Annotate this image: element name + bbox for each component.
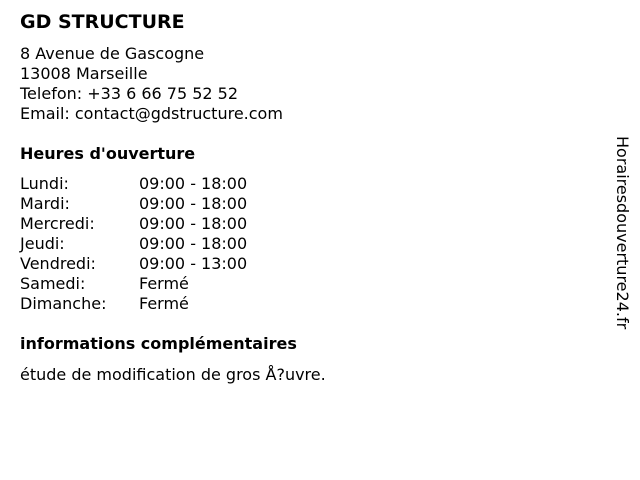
day-label: Mardi: xyxy=(20,194,70,213)
business-name: GD STRUCTURE xyxy=(20,11,185,33)
day-label: Jeudi: xyxy=(20,234,65,253)
day-label: Vendredi: xyxy=(20,254,96,273)
day-hours: 09:00 - 18:00 xyxy=(139,174,248,193)
day-hours: 09:00 - 18:00 xyxy=(139,214,248,233)
day-label: Mercredi: xyxy=(20,214,95,233)
day-hours: 09:00 - 13:00 xyxy=(139,254,248,273)
day-label: Samedi: xyxy=(20,274,86,293)
day-label: Lundi: xyxy=(20,174,69,193)
hours-row-thursday xyxy=(20,234,320,254)
day-label: Dimanche: xyxy=(20,294,107,313)
day-hours: Fermé xyxy=(139,294,189,313)
address-street: 8 Avenue de Gascogne xyxy=(20,44,205,63)
email-address: Email: contact@gdstructure.com xyxy=(20,104,283,123)
day-hours: 09:00 - 18:00 xyxy=(139,234,248,253)
opening-hours-table xyxy=(20,174,320,314)
address-city: 13008 Marseille xyxy=(20,64,148,83)
hours-row-monday xyxy=(20,174,320,194)
additional-info-heading: informations complémentaires xyxy=(20,334,297,353)
hours-row-tuesday xyxy=(20,194,320,214)
day-hours: Fermé xyxy=(139,274,189,293)
hours-row-friday xyxy=(20,254,320,274)
day-hours: 09:00 - 18:00 xyxy=(139,194,248,213)
site-watermark: Horairesdouverture24.fr xyxy=(613,136,632,330)
additional-info-text: étude de modification de gros Å?uvre. xyxy=(20,365,326,384)
contact-block xyxy=(20,44,283,124)
phone-number: Telefon: +33 6 66 75 52 52 xyxy=(20,84,239,103)
hours-row-wednesday xyxy=(20,214,320,234)
hours-row-sunday xyxy=(20,294,320,314)
hours-row-saturday xyxy=(20,274,320,294)
opening-hours-heading: Heures d'ouverture xyxy=(20,144,196,163)
